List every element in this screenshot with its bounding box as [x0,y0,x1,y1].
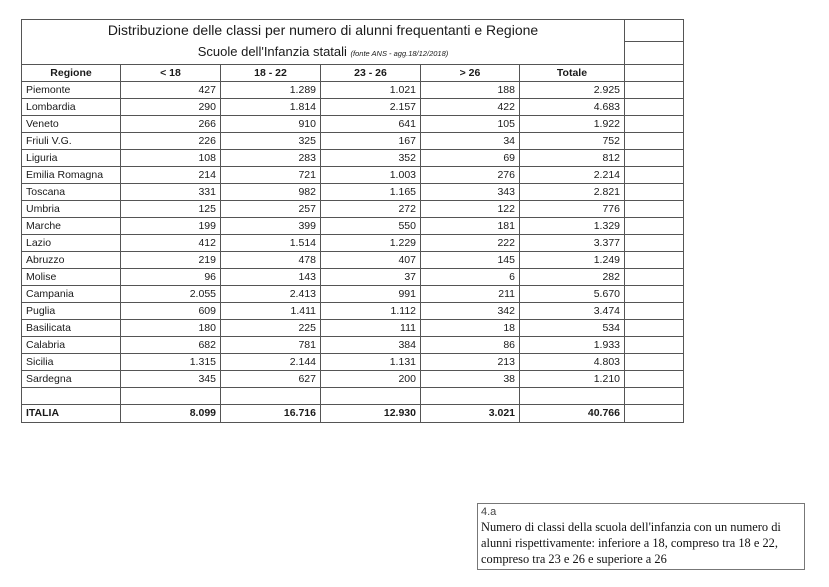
header-empty [625,64,684,81]
cell-23-26: 991 [321,285,421,302]
table-row [22,251,684,268]
cell-region: Abruzzo [22,251,121,268]
cell-under-18: 412 [121,234,221,251]
total-under-18: 8.099 [121,404,221,422]
cell-region: Toscana [22,183,121,200]
cell-under-18: 2.055 [121,285,221,302]
cell-over-26: 18 [421,319,520,336]
cell-empty [625,336,684,353]
table-row [22,98,684,115]
cell-region: Umbria [22,200,121,217]
cell-18-22: 1.814 [221,98,321,115]
cell-under-18: 125 [121,200,221,217]
cell-empty [625,319,684,336]
distribution-table [21,19,684,423]
cell-empty [625,115,684,132]
cell-over-26: 145 [421,251,520,268]
table-title: Distribuzione delle classi per numero di alunni frequentanti e Regione [22,20,625,42]
cell-region: Sicilia [22,353,121,370]
cell-empty [625,98,684,115]
cell-23-26: 167 [321,132,421,149]
cell-totale: 1.210 [520,370,625,387]
cell-18-22: 910 [221,115,321,132]
table-subtitle-cell [22,42,625,65]
cell-under-18: 609 [121,302,221,319]
header-23-26: 23 - 26 [321,64,421,81]
cell-empty [625,200,684,217]
caption-id: 4.a [481,506,497,518]
cell-23-26: 384 [321,336,421,353]
header-regione: Regione [22,64,121,81]
cell-region: Lombardia [22,98,121,115]
cell-23-26: 641 [321,115,421,132]
cell-18-22: 325 [221,132,321,149]
cell-region: Molise [22,268,121,285]
total-row [22,404,684,422]
cell-over-26: 34 [421,132,520,149]
cell-23-26: 550 [321,217,421,234]
cell-23-26: 200 [321,370,421,387]
subtitle-side-cell [625,42,684,65]
cell-under-18: 290 [121,98,221,115]
total-label: ITALIA [22,404,121,422]
cell-empty [625,183,684,200]
cell-region: Calabria [22,336,121,353]
cell-23-26: 2.157 [321,98,421,115]
cell-over-26: 188 [421,81,520,98]
cell-18-22: 1.289 [221,81,321,98]
cell-over-26: 422 [421,98,520,115]
cell-18-22: 225 [221,319,321,336]
cell-under-18: 266 [121,115,221,132]
cell-18-22: 2.413 [221,285,321,302]
cell-18-22: 399 [221,217,321,234]
cell-empty [625,268,684,285]
cell-empty [625,217,684,234]
cell-23-26: 37 [321,268,421,285]
cell-totale: 2.214 [520,166,625,183]
cell-under-18: 682 [121,336,221,353]
cell-23-26: 1.229 [321,234,421,251]
cell-18-22: 478 [221,251,321,268]
table-row [22,115,684,132]
cell-over-26: 211 [421,285,520,302]
cell-under-18: 331 [121,183,221,200]
cell-totale: 2.925 [520,81,625,98]
total-18-22: 16.716 [221,404,321,422]
title-side-cell [625,20,684,42]
cell-over-26: 342 [421,302,520,319]
cell-empty [625,285,684,302]
cell-over-26: 213 [421,353,520,370]
table-row [22,183,684,200]
total-over-26: 3.021 [421,404,520,422]
blank-row [22,387,684,404]
table-row [22,302,684,319]
total-empty [625,404,684,422]
cell-over-26: 105 [421,115,520,132]
table-row [22,166,684,183]
cell-18-22: 721 [221,166,321,183]
cell-totale: 3.377 [520,234,625,251]
cell-over-26: 86 [421,336,520,353]
cell-under-18: 214 [121,166,221,183]
cell-region: Friuli V.G. [22,132,121,149]
cell-region: Veneto [22,115,121,132]
cell-over-26: 276 [421,166,520,183]
total-23-26: 12.930 [321,404,421,422]
cell-over-26: 69 [421,149,520,166]
cell-totale: 812 [520,149,625,166]
cell-18-22: 257 [221,200,321,217]
cell-over-26: 222 [421,234,520,251]
cell-totale: 1.933 [520,336,625,353]
cell-region: Piemonte [22,81,121,98]
cell-under-18: 96 [121,268,221,285]
header-row [22,64,684,81]
table-row [22,285,684,302]
table-row [22,234,684,251]
cell-empty [625,132,684,149]
cell-under-18: 1.315 [121,353,221,370]
table-row [22,268,684,285]
table-row [22,149,684,166]
cell-empty [625,166,684,183]
cell-23-26: 352 [321,149,421,166]
table-subtitle: Scuole dell'Infanzia statali [197,43,347,59]
cell-18-22: 982 [221,183,321,200]
cell-18-22: 143 [221,268,321,285]
cell-empty [625,353,684,370]
cell-23-26: 1.021 [321,81,421,98]
cell-totale: 1.922 [520,115,625,132]
caption-text: Numero di classi della scuola dell'infanzia con un numero di alunni rispettivamente: inferiore a 18, compreso tra 18 e 22, compreso tra 23 e 26 e superiore a 26 [481,520,781,566]
cell-totale: 1.249 [520,251,625,268]
table-row [22,319,684,336]
cell-region: Emilia Romagna [22,166,121,183]
cell-totale: 2.821 [520,183,625,200]
cell-empty [625,149,684,166]
total-totale: 40.766 [520,404,625,422]
cell-totale: 5.670 [520,285,625,302]
cell-region: Puglia [22,302,121,319]
table-row [22,336,684,353]
cell-region: Marche [22,217,121,234]
cell-totale: 282 [520,268,625,285]
cell-under-18: 226 [121,132,221,149]
table-row [22,81,684,98]
cell-over-26: 122 [421,200,520,217]
cell-18-22: 2.144 [221,353,321,370]
cell-totale: 3.474 [520,302,625,319]
cell-under-18: 108 [121,149,221,166]
header-over-26: > 26 [421,64,520,81]
cell-empty [625,302,684,319]
header-18-22: 18 - 22 [221,64,321,81]
cell-18-22: 1.411 [221,302,321,319]
cell-under-18: 345 [121,370,221,387]
cell-empty [625,370,684,387]
cell-23-26: 1.003 [321,166,421,183]
header-under-18: < 18 [121,64,221,81]
cell-over-26: 181 [421,217,520,234]
cell-totale: 776 [520,200,625,217]
cell-23-26: 1.131 [321,353,421,370]
table-row [22,353,684,370]
cell-totale: 752 [520,132,625,149]
table-row [22,132,684,149]
cell-over-26: 343 [421,183,520,200]
cell-23-26: 272 [321,200,421,217]
cell-empty [625,81,684,98]
cell-23-26: 1.165 [321,183,421,200]
cell-23-26: 407 [321,251,421,268]
cell-empty [625,234,684,251]
table-source-note: (fonte ANS - agg.18/12/2018) [350,48,449,58]
cell-23-26: 1.112 [321,302,421,319]
cell-18-22: 1.514 [221,234,321,251]
cell-totale: 4.803 [520,353,625,370]
cell-under-18: 427 [121,81,221,98]
cell-region: Basilicata [22,319,121,336]
cell-18-22: 781 [221,336,321,353]
cell-region: Campania [22,285,121,302]
cell-18-22: 283 [221,149,321,166]
header-totale: Totale [520,64,625,81]
cell-under-18: 219 [121,251,221,268]
cell-23-26: 111 [321,319,421,336]
cell-totale: 534 [520,319,625,336]
caption-box [477,503,805,570]
table-row [22,200,684,217]
cell-over-26: 38 [421,370,520,387]
cell-region: Lazio [22,234,121,251]
cell-over-26: 6 [421,268,520,285]
cell-region: Liguria [22,149,121,166]
table-row [22,217,684,234]
table-row [22,370,684,387]
cell-under-18: 199 [121,217,221,234]
cell-under-18: 180 [121,319,221,336]
cell-region: Sardegna [22,370,121,387]
cell-totale: 4.683 [520,98,625,115]
cell-totale: 1.329 [520,217,625,234]
cell-18-22: 627 [221,370,321,387]
cell-empty [625,251,684,268]
